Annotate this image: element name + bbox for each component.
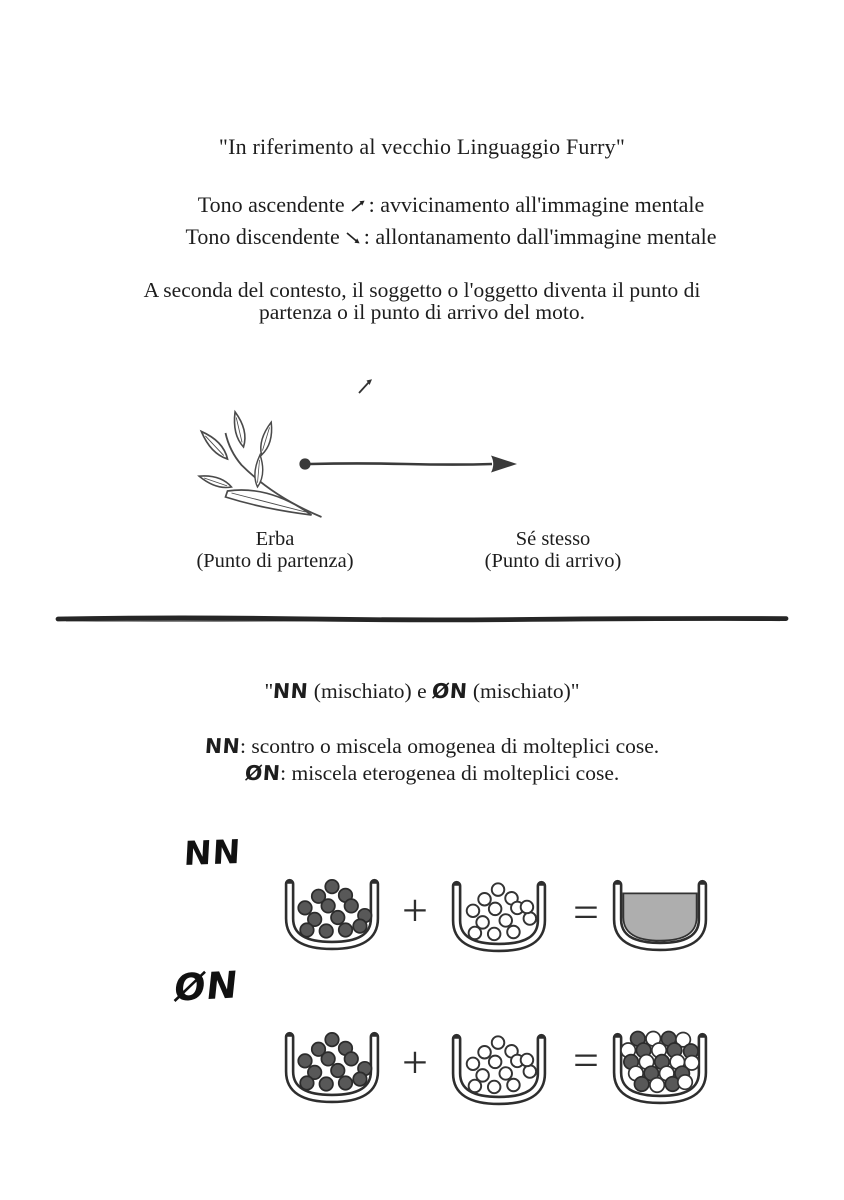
descending-tone-label: Tono discendente [185,224,340,249]
heading-term-on: ØN [431,679,469,703]
definition-nn-text: : scontro o miscela omogenea di molteplici cose. [240,734,660,758]
context-line-2: partenza o il punto di arrivo del moto. [259,300,585,324]
definition-on-text: : miscela eterogenea di molteplici cose. [280,761,620,785]
cup-dark-dots-icon [279,876,385,958]
descending-tone-line [29,221,844,253]
start-point-label [170,529,380,572]
small-ascending-arrow-icon [356,376,375,396]
ascending-tone-desc: : avvicinamento all'immagine mentale [368,192,705,217]
ascending-tone-line [29,189,844,221]
heading-between: (mischiato) e [308,679,433,703]
context-note [0,279,844,323]
plus-operator: + [402,1036,428,1088]
definition-nn-term: NN [204,734,241,758]
equals-operator: = [573,886,599,938]
cup-uniform-gray-icon [607,877,713,959]
equation-nn-label: NN [182,831,243,874]
heading-open-quote: " [264,679,274,703]
end-point-label [448,529,658,572]
plus-operator: + [402,884,428,936]
heading-after: (mischiato)" [467,679,580,703]
definition-on-term: ØN [243,761,282,785]
equals-operator: = [573,1034,599,1086]
ascending-tone-arrow-icon [350,199,366,213]
cup-white-dots-icon [446,878,552,960]
mixing-heading [0,679,844,704]
context-line-1: A seconda del contesto, il soggetto o l'oggetto diventa il punto di [143,278,701,302]
end-point-role: (Punto di arrivo) [484,549,622,572]
motion-arrow-icon [296,451,520,477]
descending-tone-desc: : allontanamento dall'immagine mentale [363,224,717,249]
cup-mixed-dots-icon [607,1030,713,1112]
definition-nn [10,733,844,760]
section-divider-rule [54,612,792,626]
end-point-name: Sé stesso [515,528,591,550]
cup-dark-dots-icon [279,1029,385,1111]
descending-tone-arrow-icon [345,231,361,245]
page-title: "In riferimento al vecchio Linguaggio Furry" [218,134,626,159]
start-point-role: (Punto di partenza) [196,549,354,572]
equation-on-label: ØN [171,963,241,1010]
heading-term-nn: NN [272,679,310,703]
ascending-tone-label: Tono ascendente [197,192,345,217]
start-point-name: Erba [255,528,295,550]
tone-rules [29,189,844,253]
mixing-definitions [10,733,844,787]
cup-white-dots-icon [446,1031,552,1113]
definition-on [10,760,844,787]
